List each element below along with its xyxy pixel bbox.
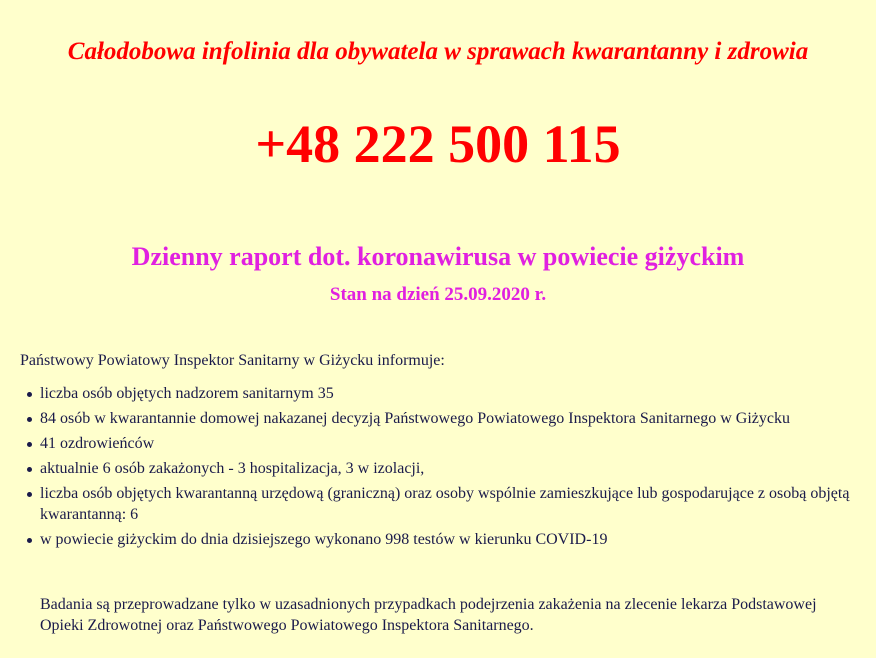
hotline-phone-number: +48 222 500 115 (255, 114, 621, 174)
intro-text: Państwowy Powiatowy Inspektor Sanitarny w Giżycku informuje: (20, 352, 445, 369)
list-item: liczba osób objętych nadzorem sanitarnym 35 (40, 383, 876, 404)
list-item: liczba osób objętych kwarantanną urzędową (graniczną) oraz osoby wspólnie zamieszkujące lub gospodarujące z osobą objętą kwarantanną: 6 (40, 483, 876, 525)
list-item: 84 osób w kwarantannie domowej nakazanej decyzją Państwowego Powiatowego Inspektora Sanitarnego w Giżycku (40, 408, 876, 429)
report-date: Stan na dzień 25.09.2020 r. (329, 284, 547, 305)
testing-note: Badania są przeprowadzane tylko w uzasadnionych przypadkach podejrzenia zakażenia na zlecenie lekarza Podstawowej Opieki Zdrowotnej oraz Państwowego Powiatowego Inspektora Sanitarnego. (40, 596, 817, 634)
report-title: Dzienny raport dot. koronawirusa w powiecie giżyckim (131, 242, 745, 271)
list-item: w powiecie giżyckim do dnia dzisiejszego wykonano 998 testów w kierunku COVID-19 (40, 529, 876, 550)
hotline-title: Całodobowa infolinia dla obywatela w sprawach kwarantanny i zdrowia (67, 38, 809, 65)
list-item: 41 ozdrowieńców (40, 433, 876, 454)
list-item: aktualnie 6 osób zakażonych - 3 hospitalizacja, 3 w izolacji, (40, 458, 876, 479)
facts-list (20, 383, 876, 554)
